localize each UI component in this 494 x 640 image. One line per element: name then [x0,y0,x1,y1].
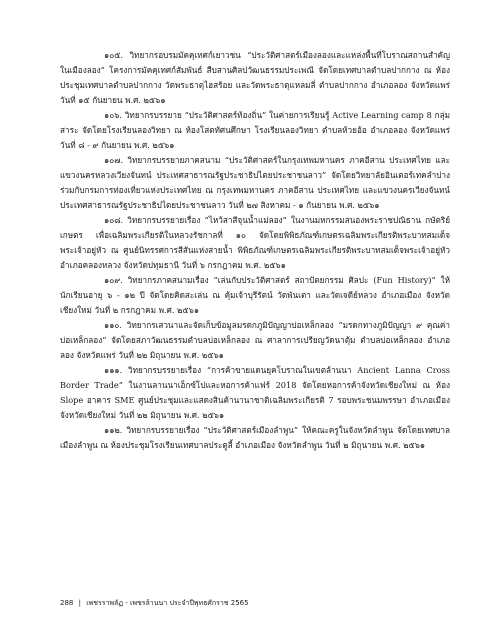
publication-title: เพชรราพลัฏ - เพชรล้านนา ประจำปีพุทธศักราช 2565 [86,599,249,607]
list-item: ๑๑๐. วิทยากรเสวนาและจัดเก็บข้อมูลมรดกภูมิปัญญาบ่อเหล็กลอง “มรดกทางภูมิปัญญา ๙ คุณค่าบ่อเหล็กลอง” จัดโดยสภาวัฒนธรรมตำบลบ่อเหล็กลอง ณ ศาลาการเปรียญวัดนาตุ้ม ตำบลบ่อเหล็กลอง อำเภอลอง จังหวัดแพร่ วันที่ ๒๒ มิถุนายน พ.ศ. ๒๕๖๑ [60,320,450,360]
list-item: ๑๐๖. วิทยากรบรรยาย “ประวัติศาสตร์ท้องถิ่น” ในค่ายการเรียนรู้ Active Learning camp 8 กลุ่มสาระ จัดโดยโรงเรียนลองวิทยา ณ ห้องโสตทัศนศึกษา โรงเรียนลองวิทยา ตำบลห้วยอ้อ อำเภอลอง จังหวัดแพร่ วันที่ ๘ - ๙ กันยายน พ.ศ. ๒๕๖๑ [60,110,450,150]
list-item: ๑๐๗. วิทยากรบรรยายภาคสนาม “ประวัติศาสตร์ในกรุงเทพมหานคร ภาคอีสาน ประเทศไทย และแขวงนครหลวงเวียงจันทน์ ประเทศสาธารณรัฐประชาธิปไตยประชาชนลาว” จัดโดยวิทยาลัยอินเตอร์เทคลำปางร่วมกับกรมการท่องเที่ยวแห่งประเทศไทย ณ กรุงเทพมหานคร ภาคอีสาน ประเทศไทย และแขวงนครเวียงจันทน์ ประเทศสาธารณรัฐประชาธิปไตยประชาชนลาว วันที่ ๒๗ สิงหาคม - ๑ กันยายน พ.ศ. ๒๕๖๑ [60,155,450,210]
page-footer [60,598,252,609]
page-number: 288 [60,599,74,607]
body-text [60,48,450,453]
list-item: ๑๐๙. วิทยากรภาคสนามเรื่อง “เล่นกับประวัติศาสตร์ สถาปัตยกรรม ศิลปะ (Fun History)” ให้นักเรียนอายุ ๖ - ๑๒ ปี จัดโดยคิดสะเล่น ณ คุ้มเจ้าบุรีรัตน์ วัดพันเตา และวัดเจดีย์หลวง อำเภอเมือง จังหวัดเชียงใหม่ วันที่ ๒ กรกฎาคม พ.ศ. ๒๕๖๑ [60,275,450,315]
footer-separator: | [78,599,81,607]
list-item: ๑๑๒. วิทยากรบรรยายเรื่อง “ประวัติศาสตร์เมืองลำพูน” ให้คณะครูในจังหวัดลำพูน จัดโดยเทศบาลเมืองลำพูน ณ ห้องประชุมโรงเรียนเทศบาลประตูลี้ อำเภอเมือง จังหวัดลำพูน วันที่ ๒ มิถุนายน พ.ศ. ๒๕๖๑ [60,425,450,450]
list-item: ๑๐๕. วิทยากรอบรมมัคคุเทศก์เยาวชน “ประวัติศาสตร์เมืองลองและแหล่งพื้นที่โบราณสถานสำคัญในเมืองลอง” โครงการมัคคุเทศก์สัมพันธ์ สืบสานศิลปวัฒนธรรมประเพณี จัดโดยเทศบาลตำบลปากกาง ณ ห้องประชุมเทศบาลตำบลปากกาง วัดพระธาตุไฮสร้อย และวัดพระธาตุแหลมลี่ ตำบลปากกาง อำเภอลอง จังหวัดแพร่ วันที่ ๑๕ กันยายน พ.ศ. ๒๕๖๑ [60,50,450,105]
list-item: ๑๑๑. วิทยากรบรรยายเรื่อง “การค้าขายแดนยุคโบราณในเขตล้านนา Ancient Lanna Cross Border Trade” ในงานลานนาเอ็กซ์โปและหอการค้าแฟร์ 2018 จัดโดยหอการค้าจังหวัดเชียงใหม่ ณ ห้อง Slope อาคาร SME ศูนย์ประชุมและแสดงสินค้านานาชาติเฉลิมพระเกียรติ 7 รอบพระชนมพรรษา อำเภอเมือง จังหวัดเชียงใหม่ วันที่ ๒๒ มิถุนายน พ.ศ. ๒๕๖๑ [60,365,450,420]
list-item: ๑๐๘. วิทยากรบรรยายเรื่อง “ไหว้สาสีจุนน้ำแม่ลอง” ในงานมหกรรมสนองพระราชปณิธาน กษัตริย์เกษตร เพื่อเฉลิมพระเกียรติในหลวงรัชกาลที่ ๑๐ จัดโดยพิพิธภัณฑ์เกษตรเฉลิมพระเกียรติพระบาทสมเด็จพระเจ้าอยู่หัว ณ ศูนย์นิทรรศการสีสันแห่งสายน้ำ พิพิธภัณฑ์เกษตรเฉลิมพระเกียรติพระบาทสมเด็จพระเจ้าอยู่หัว อำเภอคลองหลวง จังหวัดปทุมธานี วันที่ ๖ กรกฎาคม พ.ศ. ๒๕๖๑ [60,215,450,270]
